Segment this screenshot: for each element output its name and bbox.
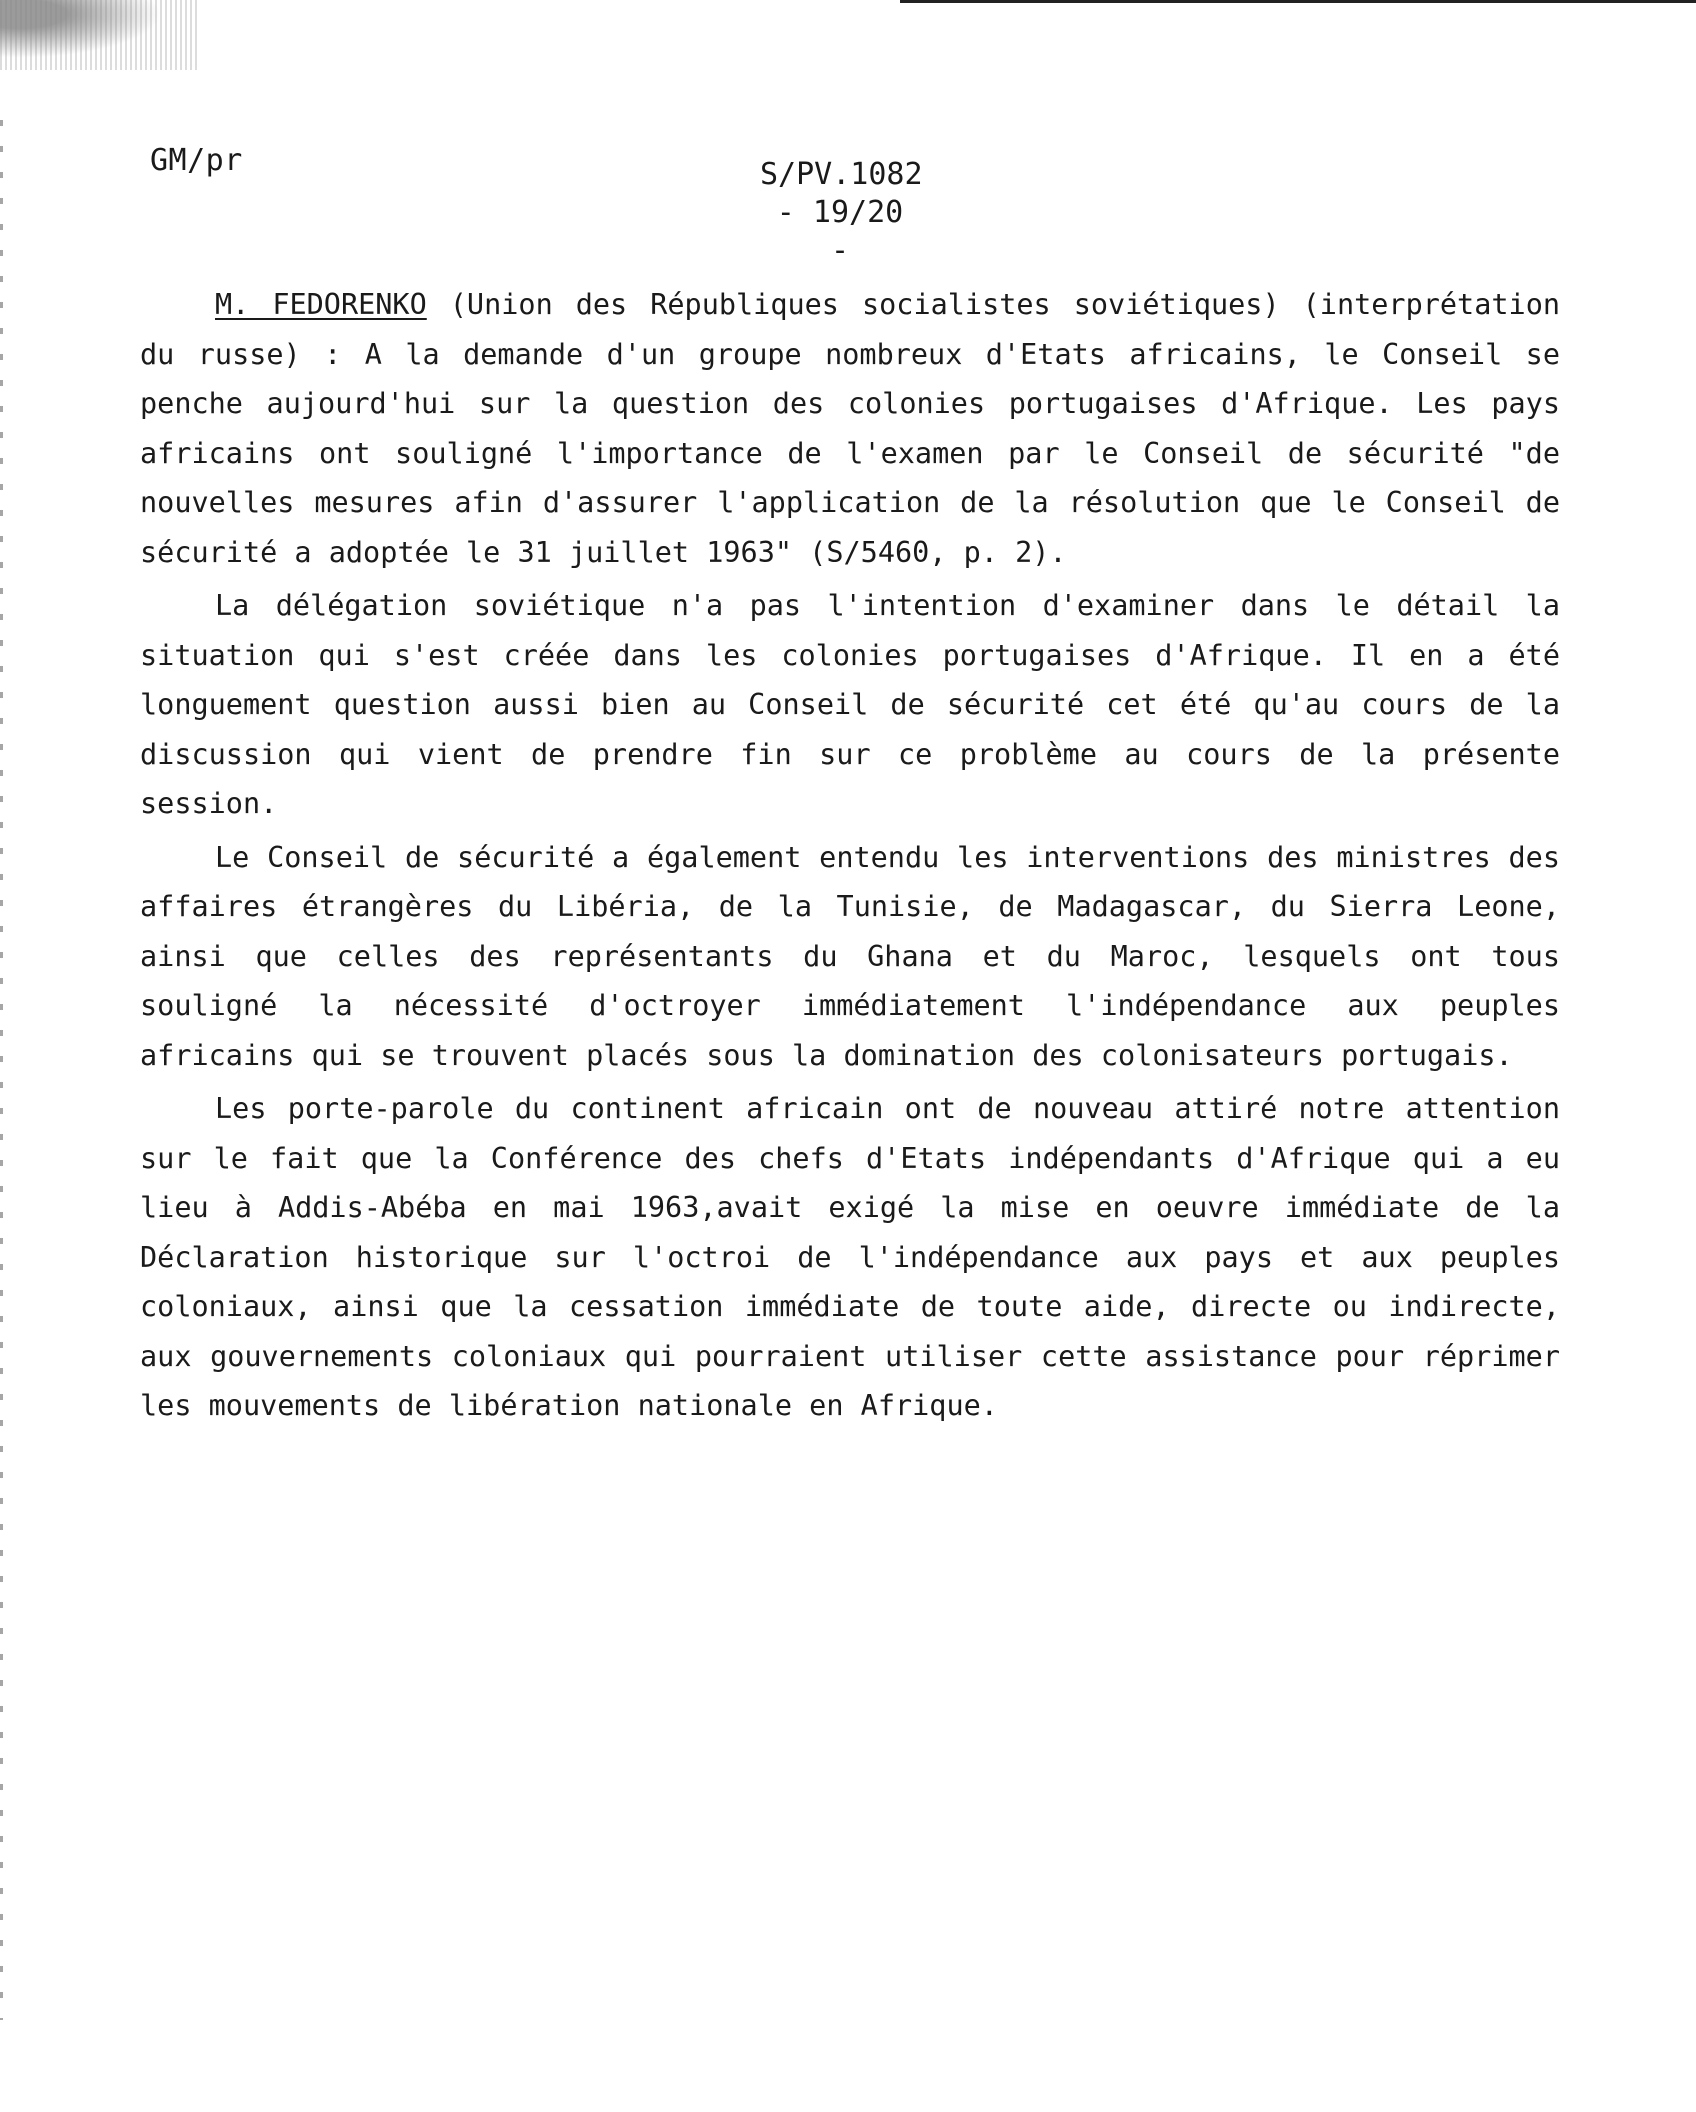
speaker-name: M. FEDORENKO	[215, 288, 427, 321]
speech-intro-paragraph	[140, 280, 1560, 577]
speech-intro-text: (Union des Républiques socialistes soviétiques) (interprétation du russe) : A la demande d'un groupe nombreux d'Etats africains, le Conseil se penche aujourd'hui sur la question des colonies portugaises d'Afrique. Les pays africains ont souligné l'importance de l'examen par le Conseil de sécurité "de nouvelles mesures afin d'assurer l'application de la résolution que le Conseil de sécurité a adoptée le 31 juillet 1963" (S/5460, p. 2).	[140, 288, 1561, 569]
speech-paragraph: Le Conseil de sécurité a également entendu les interventions des ministres des affaires étrangères du Libéria, de la Tunisie, de Madagascar, du Sierra Leone, ainsi que celles des représentants du Ghana et du Maroc, lesquels ont tous souligné la nécessité d'octroyer immédiatement l'indépendance aux peuples africains qui se trouvent placés sous la domination des colonisateurs portugais.	[140, 840, 1560, 1072]
speech-body	[140, 280, 1560, 1431]
scan-edge-left	[0, 120, 3, 2020]
page-number: - 19/20 -	[776, 195, 904, 268]
scan-edge-top	[900, 0, 1696, 3]
document-symbol: S/PV.1082	[760, 157, 923, 192]
document-header	[760, 156, 923, 270]
scan-artifact	[0, 0, 200, 70]
speech-paragraph: Les porte-parole du continent africain ont de nouveau attiré notre attention sur le fait que la Conférence des chefs d'Etats indépendants d'Afrique qui a eu lieu à Addis-Abéba en mai 1963,avait exigé la mise en oeuvre immédiate de la Déclaration historique sur l'octroi de l'indépendance aux pays et aux peuples coloniaux, ainsi que la cessation immédiate de toute aide, directe ou indirecte, aux gouvernements coloniaux qui pourraient utiliser cette assistance pour réprimer les mouvements de libération nationale en Afrique.	[140, 1092, 1560, 1422]
speech-paragraph: La délégation soviétique n'a pas l'intention d'examiner dans le détail la situation qui s'est créée dans les colonies portugaises d'Afrique. Il en a été longuement question aussi bien au Conseil de sécurité cet été qu'au cours de la discussion qui vient de prendre fin sur ce problème au cours de la présente session.	[140, 589, 1560, 820]
reference-initials: GM/pr	[150, 143, 243, 178]
